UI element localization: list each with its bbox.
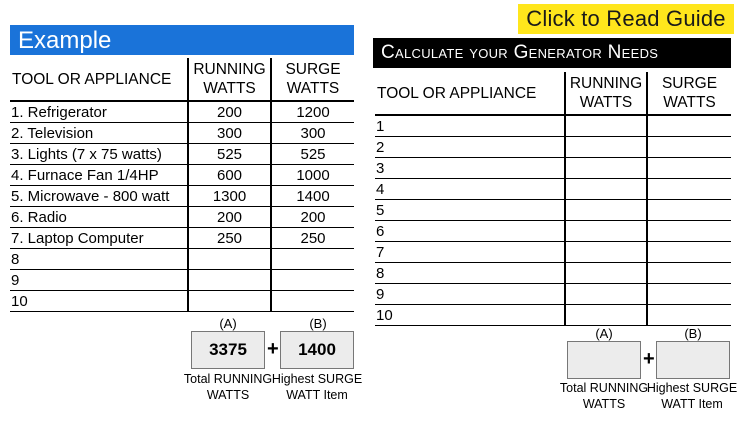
table-row: [10, 101, 354, 123]
calculator-cell-surge[interactable]: [647, 158, 731, 179]
read-guide-button[interactable]: Click to Read Guide: [518, 4, 734, 34]
table-row: [375, 305, 731, 326]
example-header-row: [10, 58, 354, 101]
calculator-cell-name[interactable]: 5: [375, 200, 565, 221]
calculator-cell-name[interactable]: 6: [375, 221, 565, 242]
calculator-cell-surge[interactable]: [647, 284, 731, 305]
table-row: [10, 186, 354, 207]
calculator-cell-name[interactable]: 8: [375, 263, 565, 284]
calculator-cell-running[interactable]: [565, 115, 647, 137]
calculator-b-label: (B): [684, 326, 702, 341]
example-cell-surge: 1400: [271, 186, 354, 207]
example-cell-name: 6. Radio: [10, 207, 188, 228]
calculator-cell-surge[interactable]: [647, 263, 731, 284]
example-cell-name: 3. Lights (7 x 75 watts): [10, 144, 188, 165]
calculator-a-label: (A): [595, 326, 613, 341]
calculator-highest-surge-desc: Highest SURGE WATT Item: [646, 381, 738, 411]
example-cell-surge: 300: [271, 123, 354, 144]
example-cell-surge: 1200: [271, 101, 354, 123]
table-row: [375, 221, 731, 242]
table-row: [10, 123, 354, 144]
example-cell-running: 250: [188, 228, 271, 249]
calculator-cell-running[interactable]: [565, 284, 647, 305]
calculator-cell-surge[interactable]: [647, 115, 731, 137]
example-cell-name: 5. Microwave - 800 watt: [10, 186, 188, 207]
calculator-cell-name[interactable]: 7: [375, 242, 565, 263]
example-cell-surge: 200: [271, 207, 354, 228]
example-cell-running: 200: [188, 207, 271, 228]
example-cell-running: 525: [188, 144, 271, 165]
table-row: [375, 263, 731, 284]
calculator-highest-surge-box[interactable]: [656, 341, 730, 379]
table-row: [375, 179, 731, 200]
example-total-running-desc: Total RUNNING WATTS: [183, 372, 273, 402]
calculator-header-surge: SURGE WATTS: [647, 72, 731, 115]
table-row: [10, 228, 354, 249]
table-row: [375, 115, 731, 137]
table-row: [375, 200, 731, 221]
example-cell-name: 2. Television: [10, 123, 188, 144]
example-cell-surge: 1000: [271, 165, 354, 186]
calculator-cell-running[interactable]: [565, 200, 647, 221]
calculator-header-row: [375, 72, 731, 115]
example-cell-running: [188, 270, 271, 291]
example-cell-name: 9: [10, 270, 188, 291]
example-cell-running: 1300: [188, 186, 271, 207]
table-row: [375, 137, 731, 158]
table-row: [10, 291, 354, 312]
example-header-running: RUNNING WATTS: [188, 58, 271, 101]
example-header-tool: TOOL OR APPLIANCE: [10, 58, 188, 101]
calculator-cell-name[interactable]: 3: [375, 158, 565, 179]
example-highest-surge-box: 1400: [280, 331, 354, 369]
example-highest-surge-desc: Highest SURGE WATT Item: [271, 372, 363, 402]
example-total-running-box: 3375: [191, 331, 265, 369]
example-cell-running: 300: [188, 123, 271, 144]
calculator-cell-surge[interactable]: [647, 305, 731, 326]
calculator-cell-running[interactable]: [565, 158, 647, 179]
calculator-cell-name[interactable]: 1: [375, 115, 565, 137]
example-table: [10, 58, 354, 312]
example-cell-name: 7. Laptop Computer: [10, 228, 188, 249]
table-row: [375, 284, 731, 305]
example-cell-name: 8: [10, 249, 188, 270]
calculator-cell-running[interactable]: [565, 137, 647, 158]
calculator-cell-running[interactable]: [565, 179, 647, 200]
example-plus-sign: +: [267, 338, 279, 360]
calculator-cell-running[interactable]: [565, 263, 647, 284]
example-cell-surge: 250: [271, 228, 354, 249]
calculator-cell-name[interactable]: 4: [375, 179, 565, 200]
calculator-cell-running[interactable]: [565, 242, 647, 263]
example-cell-name: 4. Furnace Fan 1/4HP: [10, 165, 188, 186]
example-cell-running: 600: [188, 165, 271, 186]
calculator-cell-surge[interactable]: [647, 179, 731, 200]
example-header-surge: SURGE WATTS: [271, 58, 354, 101]
calculator-cell-running[interactable]: [565, 305, 647, 326]
calculator-total-running-desc: Total RUNNING WATTS: [559, 381, 649, 411]
calculator-cell-name[interactable]: 9: [375, 284, 565, 305]
example-cell-surge: [271, 291, 354, 312]
example-a-label: (A): [219, 316, 237, 331]
calculator-cell-surge[interactable]: [647, 200, 731, 221]
table-row: [375, 158, 731, 179]
calculator-total-running-box[interactable]: [567, 341, 641, 379]
example-cell-surge: [271, 270, 354, 291]
calculator-cell-surge[interactable]: [647, 137, 731, 158]
example-cell-running: [188, 291, 271, 312]
example-b-label: (B): [309, 316, 327, 331]
example-title: Example: [10, 25, 354, 55]
example-cell-running: 200: [188, 101, 271, 123]
table-row: [10, 270, 354, 291]
table-row: [10, 144, 354, 165]
example-cell-surge: [271, 249, 354, 270]
table-row: [10, 165, 354, 186]
calculator-title: Calculate your Generator Needs: [373, 38, 731, 68]
calculator-cell-name[interactable]: 2: [375, 137, 565, 158]
calculator-cell-surge[interactable]: [647, 221, 731, 242]
calculator-table: [375, 72, 731, 326]
example-cell-surge: 525: [271, 144, 354, 165]
table-row: [10, 207, 354, 228]
calculator-cell-surge[interactable]: [647, 242, 731, 263]
calculator-cell-name[interactable]: 10: [375, 305, 565, 326]
example-cell-running: [188, 249, 271, 270]
table-row: [10, 249, 354, 270]
calculator-cell-running[interactable]: [565, 221, 647, 242]
table-row: [375, 242, 731, 263]
calculator-header-running: RUNNING WATTS: [565, 72, 647, 115]
example-cell-name: 1. Refrigerator: [10, 101, 188, 123]
calculator-header-tool: TOOL OR APPLIANCE: [375, 72, 565, 115]
calculator-plus-sign: +: [643, 348, 655, 370]
example-cell-name: 10: [10, 291, 188, 312]
